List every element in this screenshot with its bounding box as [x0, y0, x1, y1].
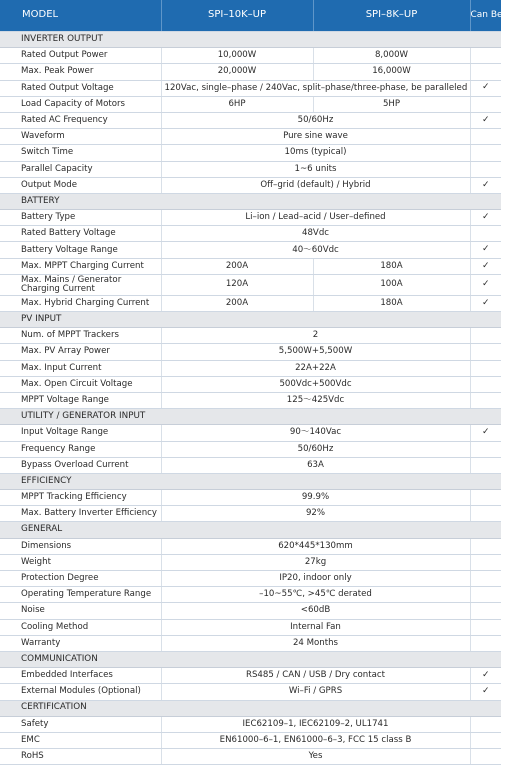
spec-row: [0, 328, 501, 344]
spec-label: Cooling Method: [0, 619, 161, 635]
spec-value-shared: 24 Months: [161, 635, 470, 651]
can-be-set-check: [470, 328, 501, 344]
spec-row: [0, 554, 501, 570]
can-be-set-check: [470, 571, 501, 587]
can-be-set-check: [470, 441, 501, 457]
spec-row: [0, 96, 501, 112]
can-be-set-check: ✓: [470, 425, 501, 441]
spec-label: MPPT Tracking Efficiency: [0, 490, 161, 506]
section-title: COMMUNICATION: [0, 651, 501, 667]
can-be-set-check: ✓: [470, 274, 501, 295]
spec-label: Rated Output Voltage: [0, 80, 161, 96]
spec-row: [0, 716, 501, 732]
can-be-set-check: [470, 344, 501, 360]
spec-row: [0, 668, 501, 684]
spec-label: Max. MPPT Charging Current: [0, 258, 161, 274]
spec-value-shared: Internal Fan: [161, 619, 470, 635]
spec-row: [0, 258, 501, 274]
spec-row: [0, 129, 501, 145]
spec-value-shared: 22A+22A: [161, 360, 470, 376]
spec-value-shared: 99.9%: [161, 490, 470, 506]
spec-row: [0, 48, 501, 64]
can-be-set-check: [470, 749, 501, 765]
spec-row: [0, 64, 501, 80]
spec-row: [0, 603, 501, 619]
spec-value-8k: 8,000W: [313, 48, 470, 64]
section-title: PV INPUT: [0, 312, 501, 328]
spec-label: Max. PV Array Power: [0, 344, 161, 360]
can-be-set-check: [470, 226, 501, 242]
section-title: CERTIFICATION: [0, 700, 501, 716]
header-model: MODEL: [0, 0, 161, 32]
spec-value-shared: 500Vdc+500Vdc: [161, 376, 470, 392]
can-be-set-check: [470, 538, 501, 554]
spec-value-8k: 5HP: [313, 96, 470, 112]
section-header: [0, 32, 501, 48]
spec-value-10k: 20,000W: [161, 64, 313, 80]
can-be-set-check: ✓: [470, 177, 501, 193]
spec-label: Max. Battery Inverter Efficiency: [0, 506, 161, 522]
spec-label: Bypass Overload Current: [0, 457, 161, 473]
spec-label: Weight: [0, 554, 161, 570]
can-be-set-check: ✓: [470, 684, 501, 700]
section-header: [0, 700, 501, 716]
spec-row: [0, 457, 501, 473]
spec-value-10k: 6HP: [161, 96, 313, 112]
can-be-set-check: [470, 619, 501, 635]
spec-body: [0, 32, 501, 765]
spec-label: Max. Input Current: [0, 360, 161, 376]
section-header: [0, 409, 501, 425]
spec-row: [0, 360, 501, 376]
spec-row: [0, 242, 501, 258]
section-header: [0, 193, 501, 209]
header-row: [0, 0, 501, 32]
spec-row: [0, 441, 501, 457]
can-be-set-check: [470, 161, 501, 177]
spec-label: Max. Open Circuit Voltage: [0, 376, 161, 392]
spec-label: External Modules (Optional): [0, 684, 161, 700]
spec-value-shared: 50/60Hz: [161, 112, 470, 128]
spec-label: Max. Mains / Generator Charging Current: [0, 274, 161, 295]
spec-label: Warranty: [0, 635, 161, 651]
spec-value-10k: 200A: [161, 258, 313, 274]
spec-label: RoHS: [0, 749, 161, 765]
can-be-set-check: [470, 635, 501, 651]
can-be-set-check: [470, 603, 501, 619]
spec-label: Waveform: [0, 129, 161, 145]
can-be-set-check: ✓: [470, 668, 501, 684]
section-header: [0, 522, 501, 538]
spec-row: [0, 392, 501, 408]
spec-label: MPPT Voltage Range: [0, 392, 161, 408]
spec-row: [0, 376, 501, 392]
spec-value-shared: Off–grid (default) / Hybrid: [161, 177, 470, 193]
spec-value-8k: 180A: [313, 295, 470, 311]
section-title: UTILITY / GENERATOR INPUT: [0, 409, 501, 425]
spec-value-shared: 620*445*130mm: [161, 538, 470, 554]
spec-row: [0, 538, 501, 554]
can-be-set-check: [470, 506, 501, 522]
section-header: [0, 312, 501, 328]
spec-row: [0, 177, 501, 193]
spec-value-shared: Li–ion / Lead–acid / User–defined: [161, 210, 470, 226]
spec-row: [0, 112, 501, 128]
spec-value-8k: 180A: [313, 258, 470, 274]
spec-row: [0, 145, 501, 161]
spec-row: [0, 619, 501, 635]
spec-label: Battery Voltage Range: [0, 242, 161, 258]
spec-row: [0, 161, 501, 177]
can-be-set-check: [470, 587, 501, 603]
spec-row: [0, 571, 501, 587]
spec-value-shared: Yes: [161, 749, 470, 765]
spec-label: Rated Battery Voltage: [0, 226, 161, 242]
spec-value-shared: IP20, indoor only: [161, 571, 470, 587]
spec-label: Rated AC Frequency: [0, 112, 161, 128]
spec-value-shared: 90～140Vac: [161, 425, 470, 441]
spec-value-shared: <60dB: [161, 603, 470, 619]
spec-row: [0, 80, 501, 96]
spec-label: Num. of MPPT Trackers: [0, 328, 161, 344]
can-be-set-check: [470, 48, 501, 64]
can-be-set-check: [470, 392, 501, 408]
can-be-set-check: ✓: [470, 242, 501, 258]
spec-label: Protection Degree: [0, 571, 161, 587]
spec-label: Operating Temperature Range: [0, 587, 161, 603]
spec-row: [0, 635, 501, 651]
spec-label: Input Voltage Range: [0, 425, 161, 441]
can-be-set-check: [470, 129, 501, 145]
spec-value-shared: Pure sine wave: [161, 129, 470, 145]
spec-label: Switch Time: [0, 145, 161, 161]
spec-value-shared: 5,500W+5,500W: [161, 344, 470, 360]
spec-label: Noise: [0, 603, 161, 619]
can-be-set-check: ✓: [470, 258, 501, 274]
section-title: BATTERY: [0, 193, 501, 209]
can-be-set-check: [470, 145, 501, 161]
can-be-set-check: [470, 732, 501, 748]
spec-value-shared: 63A: [161, 457, 470, 473]
spec-value-shared: 40～60Vdc: [161, 242, 470, 258]
spec-value-shared: –10~55℃, >45℃ derated: [161, 587, 470, 603]
spec-value-shared: Wi–Fi / GPRS: [161, 684, 470, 700]
spec-value-shared: 10ms (typical): [161, 145, 470, 161]
can-be-set-check: [470, 716, 501, 732]
spec-row: [0, 210, 501, 226]
section-header: [0, 651, 501, 667]
spec-row: [0, 506, 501, 522]
header-model-8k: SPI–8K–UP: [313, 0, 470, 32]
header-can-be-set: Can Be Set: [470, 0, 501, 32]
spec-value-shared: 92%: [161, 506, 470, 522]
spec-value-shared: 1~6 units: [161, 161, 470, 177]
spec-label: Parallel Capacity: [0, 161, 161, 177]
spec-row: [0, 344, 501, 360]
spec-value-shared: RS485 / CAN / USB / Dry contact: [161, 668, 470, 684]
section-header: [0, 473, 501, 489]
spec-label: Max. Hybrid Charging Current: [0, 295, 161, 311]
spec-value-shared: 27kg: [161, 554, 470, 570]
can-be-set-check: [470, 64, 501, 80]
spec-label: Rated Output Power: [0, 48, 161, 64]
can-be-set-check: ✓: [470, 80, 501, 96]
spec-value-shared: IEC62109–1, IEC62109–2, UL1741: [161, 716, 470, 732]
can-be-set-check: [470, 360, 501, 376]
spec-value-10k: 200A: [161, 295, 313, 311]
spec-label: Load Capacity of Motors: [0, 96, 161, 112]
can-be-set-check: [470, 376, 501, 392]
spec-row: [0, 274, 501, 295]
header-model-10k: SPI–10K–UP: [161, 0, 313, 32]
spec-value-8k: 100A: [313, 274, 470, 295]
spec-value-shared: 2: [161, 328, 470, 344]
can-be-set-check: [470, 490, 501, 506]
spec-label: EMC: [0, 732, 161, 748]
spec-label: Max. Peak Power: [0, 64, 161, 80]
spec-label: Frequency Range: [0, 441, 161, 457]
can-be-set-check: [470, 554, 501, 570]
spec-label: Dimensions: [0, 538, 161, 554]
spec-value-10k: 10,000W: [161, 48, 313, 64]
spec-label: Output Mode: [0, 177, 161, 193]
spec-row: [0, 587, 501, 603]
spec-row: [0, 226, 501, 242]
spec-label: Battery Type: [0, 210, 161, 226]
can-be-set-check: [470, 457, 501, 473]
spec-value-shared: 125～425Vdc: [161, 392, 470, 408]
section-title: INVERTER OUTPUT: [0, 32, 501, 48]
spec-row: [0, 295, 501, 311]
spec-value-shared: 50/60Hz: [161, 441, 470, 457]
can-be-set-check: ✓: [470, 112, 501, 128]
spec-row: [0, 684, 501, 700]
spec-value-shared: 48Vdc: [161, 226, 470, 242]
spec-label: Embedded Interfaces: [0, 668, 161, 684]
spec-row: [0, 732, 501, 748]
section-title: EFFICIENCY: [0, 473, 501, 489]
can-be-set-check: ✓: [470, 210, 501, 226]
can-be-set-check: [470, 96, 501, 112]
spec-row: [0, 425, 501, 441]
spec-value-8k: 16,000W: [313, 64, 470, 80]
can-be-set-check: ✓: [470, 295, 501, 311]
spec-value-shared: EN61000–6–1, EN61000–6–3, FCC 15 class B: [161, 732, 470, 748]
spec-row: [0, 749, 501, 765]
spec-value-shared: 120Vac, single–phase / 240Vac, split–phase/three-phase, be paralleled: [161, 80, 470, 96]
section-title: GENERAL: [0, 522, 501, 538]
spec-label: Safety: [0, 716, 161, 732]
spec-value-10k: 120A: [161, 274, 313, 295]
spec-row: [0, 490, 501, 506]
